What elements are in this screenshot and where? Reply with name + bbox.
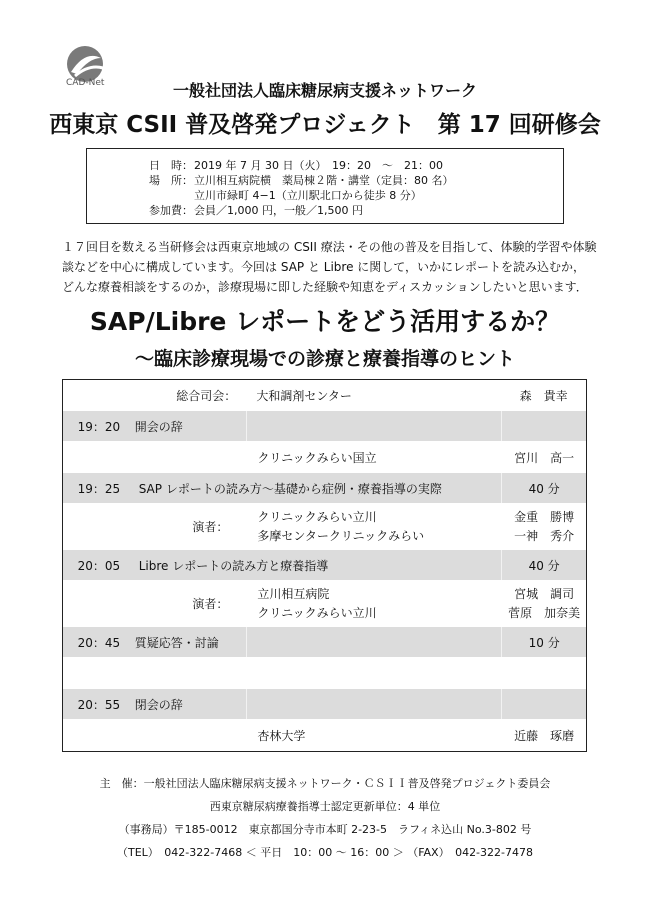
qa-title: 質疑応答・討論 [134, 635, 219, 650]
table-row [63, 504, 586, 550]
session2-speaker-label: 演者： [192, 597, 229, 611]
table-row [63, 627, 586, 658]
opening-time: 19：20 [77, 419, 121, 434]
emcee-label: 総合司会： [176, 388, 237, 403]
session1-speaker-label: 演者： [192, 520, 229, 534]
speaker-name: 金重 勝博 [514, 509, 575, 524]
organization-title: 一般社団法人臨床糖尿病支援ネットワーク [172, 81, 477, 100]
session2-duration: 40 分 [501, 550, 586, 580]
table-row [63, 411, 586, 442]
opening-org: クリニックみらい国立 [246, 442, 501, 472]
place-label: 場 所： [149, 174, 193, 187]
date-value: 2019 年 7 月 30 日（火） 19：20 ～ 21：00 [194, 159, 443, 172]
sponsor-line: 主 催：一般社団法人臨床糖尿病支援ネットワーク・ＣＳＩＩ普及啓発プロジェクト委員会 [99, 777, 551, 790]
intro-line: どんな療養相談をするのか，診療現場に即した経験や知恵をディスカッションしたいと思います． [62, 280, 588, 294]
place-row [149, 173, 563, 188]
date-label: 日 時： [149, 159, 193, 172]
table-row [63, 442, 586, 473]
closing-org: 杏林大学 [246, 720, 501, 751]
qa-duration: 10 分 [501, 627, 586, 657]
opening-title: 開会の辞 [134, 419, 183, 434]
program-table [62, 379, 587, 752]
closing-title: 閉会の辞 [134, 697, 183, 712]
speaker-org: クリニックみらい立川 [257, 509, 377, 524]
intro-line: １７回目を数える当研修会は西東京地域の CSII 療法・その他の普及を目指して、体験的学習や体験 [62, 240, 597, 254]
speaker-org: 多摩センタークリニックみらい [257, 528, 425, 543]
intro-paragraph [62, 237, 602, 297]
closing-name: 近藤 琢磨 [501, 720, 586, 751]
empty-cell [63, 442, 246, 472]
session2-time: 20：05 [77, 558, 121, 573]
address-row [149, 188, 563, 203]
event-info-box [86, 148, 564, 224]
session-theme-title: SAP/Libre レポートをどう活用するか？ [89, 307, 561, 336]
session1-time: 19：25 [77, 481, 121, 496]
emcee-org: 大和調剤センター [256, 388, 352, 403]
page-title: 西東京 CSII 普及啓発プロジェクト 第 17 回研修会 [49, 112, 601, 138]
empty-cell [501, 411, 586, 441]
contact-line: （TEL） 042-322-7468 ＜ 平日 10：00 ～ 16：00 ＞ （FAX） 042-322-7478 [117, 846, 533, 859]
session1-speaker-names [501, 504, 586, 549]
logo-text: CAD-Net [66, 78, 105, 88]
empty-cell [501, 658, 586, 688]
date-row [149, 158, 563, 173]
emcee-name: 森 貴幸 [519, 388, 568, 403]
fee-row [149, 203, 563, 218]
qa-time: 20：45 [77, 635, 121, 650]
session1-speaker-orgs [246, 504, 501, 549]
empty-cell [63, 720, 246, 751]
closing-time: 20：55 [77, 697, 121, 712]
credit-line: 西東京糖尿病療養指導士認定更新単位：4 単位 [209, 800, 441, 813]
empty-cell [501, 689, 586, 719]
fee-label: 参加費： [149, 204, 193, 217]
fee-value: 会員／1,000 円，一般／1,500 円 [194, 204, 363, 217]
table-row [63, 689, 586, 720]
speaker-org: 立川相互病院 [257, 586, 330, 601]
opening-name: 宮川 高一 [501, 442, 586, 472]
footer [0, 772, 650, 864]
speaker-name: 菅原 加奈美 [508, 605, 581, 620]
session2-speaker-orgs [246, 581, 501, 626]
empty-cell [246, 411, 501, 441]
speaker-name: 一神 秀介 [514, 528, 575, 543]
office-line: （事務局）〒185-0012 東京都国分寺市本町 2-23-5 ラフィネ込山 No.3-802 号 [118, 823, 532, 836]
intro-line: 談などを中心に構成しています。今回は SAP と Libre に関して，いかにレポートを読み込むか， [62, 260, 586, 274]
speaker-org: クリニックみらい立川 [257, 605, 377, 620]
table-row [63, 473, 586, 504]
session2-title: Libre レポートの読み方と療養指導 [138, 558, 329, 573]
session-theme-subtitle: ～臨床診療現場での診療と療養指導のヒント [134, 348, 515, 370]
table-row [63, 720, 586, 751]
empty-cell [246, 627, 501, 657]
table-row [63, 581, 586, 627]
table-row [63, 658, 586, 689]
session1-duration: 40 分 [501, 473, 586, 503]
session1-title: SAP レポートの読み方～基礎から症例・療養指導の実際 [138, 481, 442, 496]
session2-speaker-names [501, 581, 586, 626]
empty-cell [246, 658, 501, 688]
speaker-name: 宮城 調司 [514, 586, 575, 601]
place-value: 立川相互病院横 薬局棟２階・講堂（定員：80 名） [194, 174, 454, 187]
table-row [63, 550, 586, 581]
empty-cell [63, 658, 246, 688]
table-row [63, 380, 586, 411]
empty-cell [246, 689, 501, 719]
address-value: 立川市緑町 4−1（立川駅北口から徒歩 8 分） [194, 189, 422, 202]
